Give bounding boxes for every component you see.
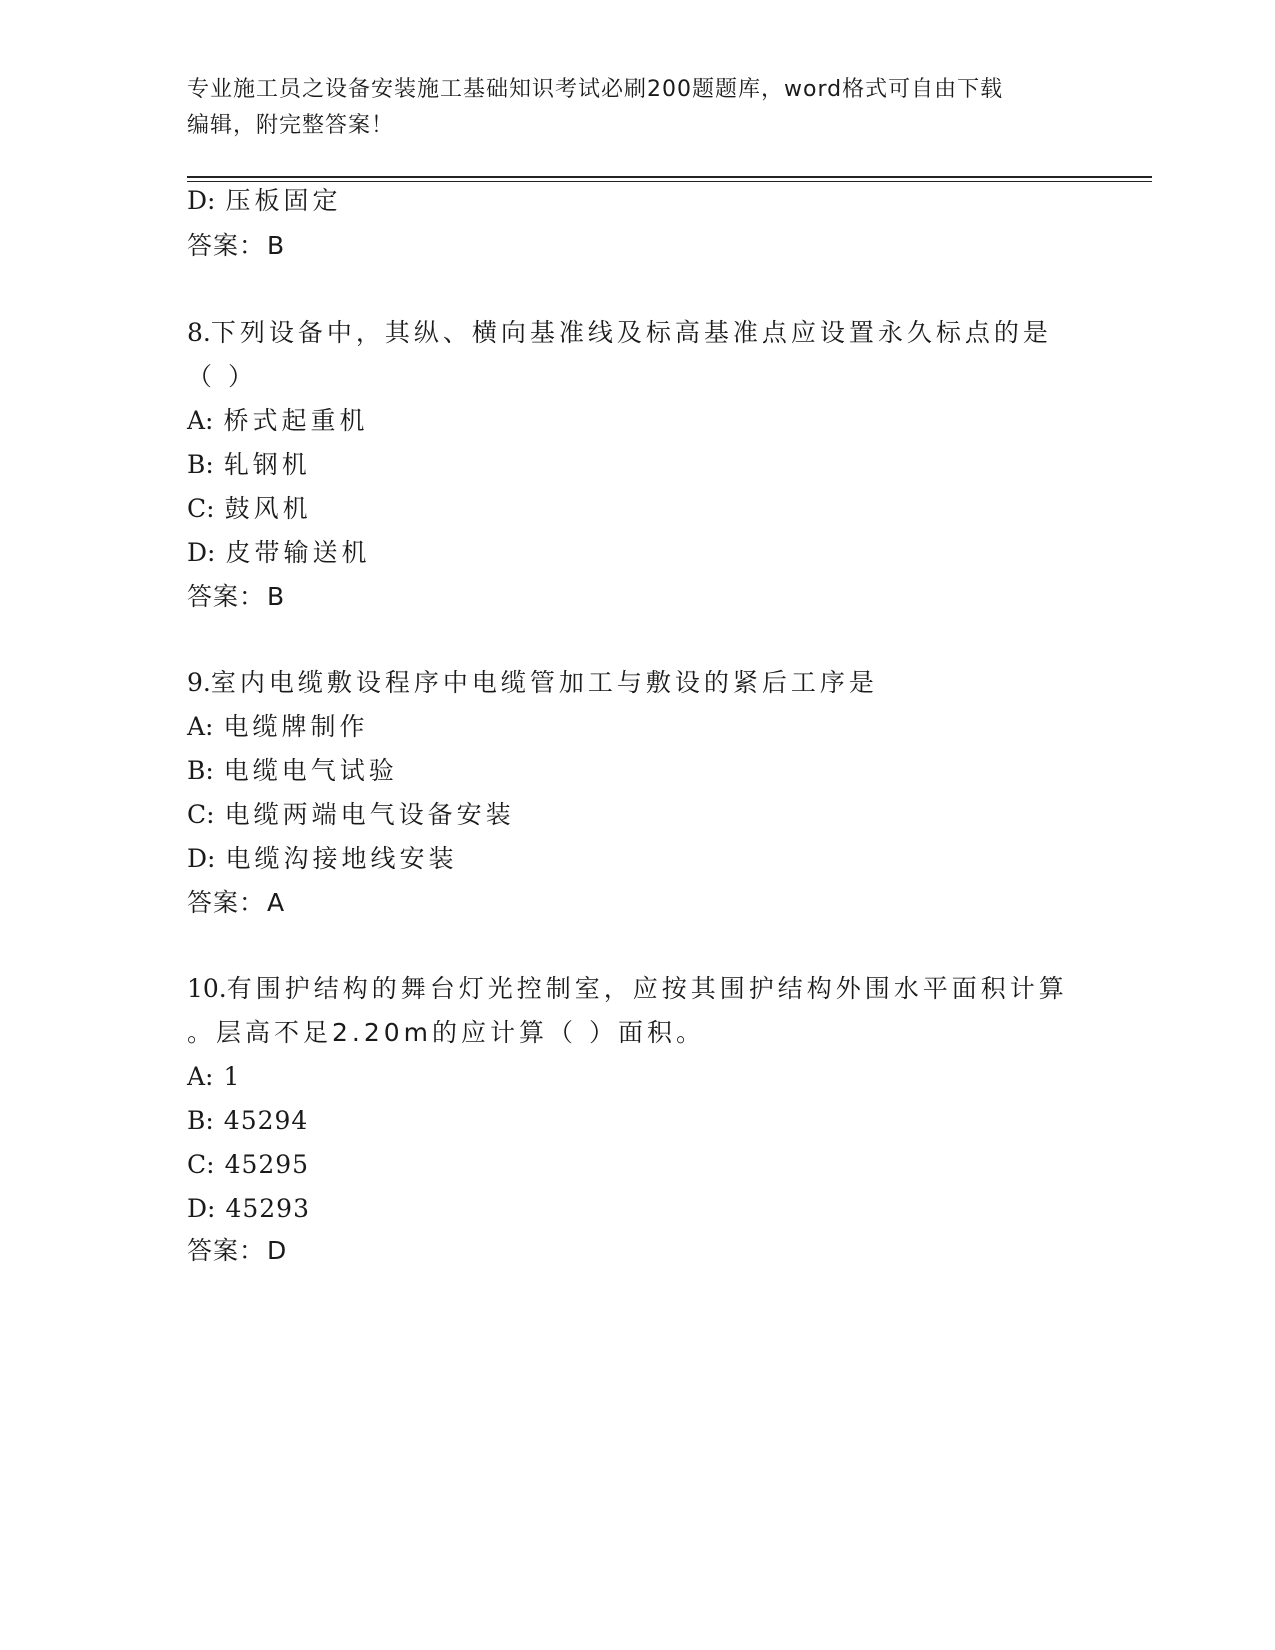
answer-prev <box>187 229 1137 263</box>
question-number: 10. <box>187 974 227 1003</box>
question-8-stem-cont <box>187 360 1137 394</box>
option-prefix: D: <box>187 186 216 215</box>
header-divider-thin <box>187 181 1152 182</box>
option-prefix: C: <box>187 494 215 523</box>
answer-value: B <box>267 582 286 611</box>
option-text: 45293 <box>225 1194 310 1223</box>
option-text: 皮带输送机 <box>225 538 371 567</box>
question-8-answer <box>187 580 1137 614</box>
question-9-stem <box>187 666 1137 700</box>
question-8-option-d <box>187 536 1137 570</box>
question-text: 下列设备中，其纵、横向基准线及标高基准点应设置永久标点的是 <box>210 318 1052 347</box>
option-text: 电缆牌制作 <box>223 712 369 741</box>
answer-value: D <box>267 1236 288 1265</box>
option-text: 1 <box>223 1062 241 1091</box>
option-prefix: A: <box>187 712 214 741</box>
question-9-option-d <box>187 842 1137 876</box>
question-10-stem <box>187 972 1137 1006</box>
option-prefix: A: <box>187 406 214 435</box>
question-8-option-b <box>187 448 1137 482</box>
question-10-option-d <box>187 1192 1137 1226</box>
option-text: 电缆沟接地线安装 <box>225 844 458 873</box>
question-8-option-a <box>187 404 1137 438</box>
option-prefix: D: <box>187 844 216 873</box>
answer-label: 答案： <box>187 582 266 611</box>
question-9-option-c <box>187 798 1137 832</box>
question-9-answer <box>187 886 1137 920</box>
question-10-option-b <box>187 1104 1137 1138</box>
question-8-option-c <box>187 492 1137 526</box>
question-10-answer <box>187 1234 1137 1268</box>
question-text-cont: 。层高不足2.20m的应计算（ ）面积。 <box>187 1018 705 1047</box>
document-header <box>187 72 1087 144</box>
option-text: 压板固定 <box>225 186 342 215</box>
option-prefix: A: <box>187 1062 214 1091</box>
question-9-option-b <box>187 754 1137 788</box>
option-prefix: C: <box>187 800 215 829</box>
option-text: 桥式起重机 <box>223 406 369 435</box>
question-number: 8. <box>187 318 211 347</box>
header-title-line-2: 编辑，附完整答案！ <box>187 113 395 138</box>
option-text: 电缆电气试验 <box>223 756 398 785</box>
option-prefix: D: <box>187 538 216 567</box>
question-number: 9. <box>187 668 211 697</box>
option-text: 45294 <box>223 1106 309 1135</box>
option-text: 轧钢机 <box>223 450 311 479</box>
option-prefix: C: <box>187 1150 215 1179</box>
option-prefix: D: <box>187 1194 216 1223</box>
option-d-prev <box>187 184 1137 218</box>
question-10-option-c <box>187 1148 1137 1182</box>
answer-value: A <box>267 888 286 917</box>
header-divider-thick <box>187 176 1152 178</box>
answer-label: 答案： <box>187 231 266 260</box>
question-10-option-a <box>187 1060 1137 1094</box>
question-9-option-a <box>187 710 1137 744</box>
header-title-line-1: 专业施工员之设备安装施工基础知识考试必刷200题题库，word格式可自由下载 <box>187 77 1004 102</box>
option-prefix: B: <box>187 1106 214 1135</box>
answer-value: B <box>267 231 286 260</box>
option-prefix: B: <box>187 450 214 479</box>
question-8-stem <box>187 316 1137 350</box>
answer-label: 答案： <box>187 1236 266 1265</box>
option-prefix: B: <box>187 756 214 785</box>
question-10-stem-cont <box>187 1016 1137 1050</box>
option-text: 电缆两端电气设备安装 <box>224 800 515 829</box>
question-text: 有围护结构的舞台灯光控制室，应按其围护结构外围水平面积计算 <box>226 974 1068 1003</box>
option-text: 45295 <box>224 1150 310 1179</box>
option-text: 鼓风机 <box>224 494 312 523</box>
question-text-cont: （ ） <box>187 362 257 391</box>
answer-label: 答案： <box>187 888 266 917</box>
question-text: 室内电缆敷设程序中电缆管加工与敷设的紧后工序是 <box>210 668 878 697</box>
